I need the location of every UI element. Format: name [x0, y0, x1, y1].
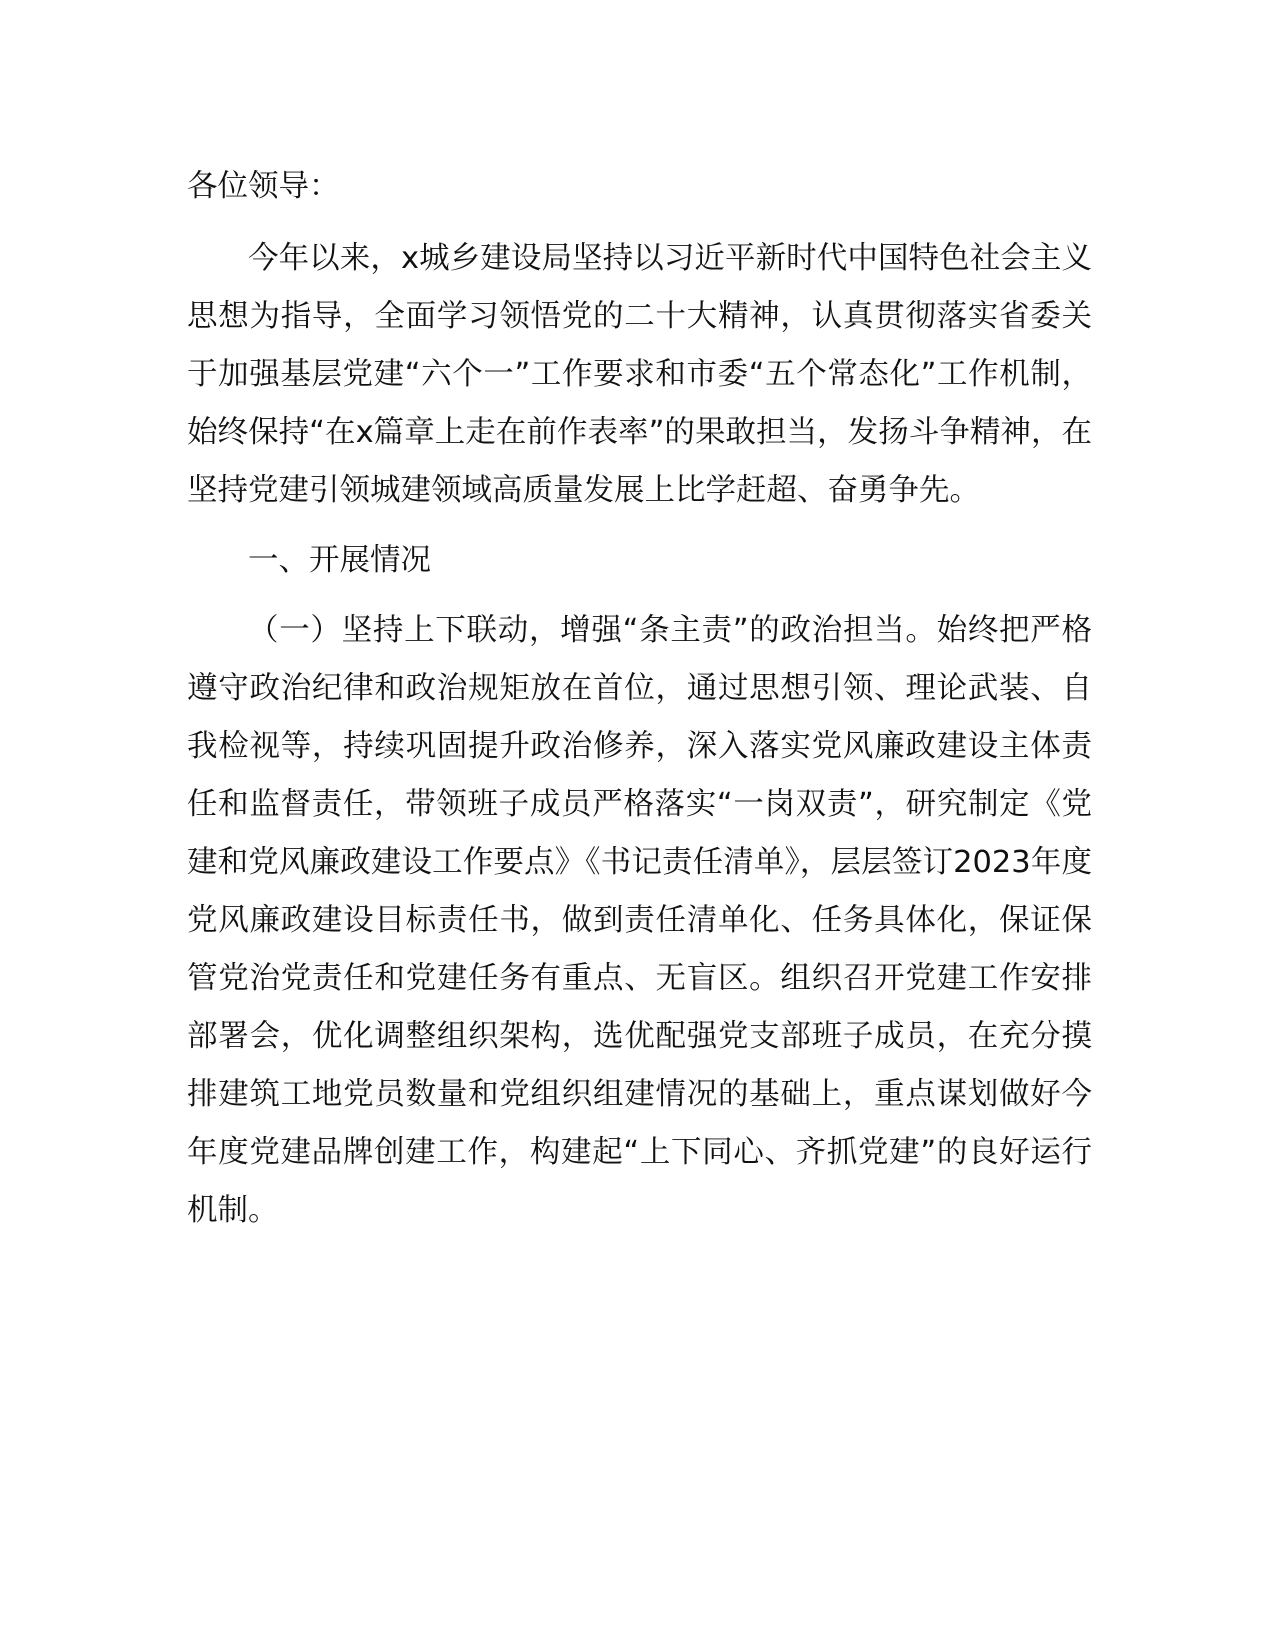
document-body: [187, 158, 1092, 1240]
section-paragraph: （一）坚持上下联动，增强“条主责”的政治担当。始终把严格遵守政治纪律和政治规矩放在首位，通过思想引领、理论武装、自我检视等，持续巩固提升政治修养，深入落实党风廉政建设主体责任和监督责任，带领班子成员严格落实“一岗双责”，研究制定《党建和党风廉政建设工作要点》《书记责任清单》，层层签订2023年度党风廉政建设目标责任书，做到责任清单化、任务具体化，保证保管党治党责任和党建任务有重点、无盲区。组织召开党建工作安排部署会，优化调整组织架构，选优配强党支部班子成员，在充分摸排建筑工地党员数量和党组织组建情况的基础上，重点谋划做好今年度党建品牌创建工作，构建起“上下同心、齐抓党建”的良好运行机制。: [187, 613, 1092, 1228]
section-heading: 一、开展情况: [248, 543, 431, 578]
intro-paragraph: 今年以来，x城乡建设局坚持以习近平新时代中国特色社会主义思想为指导，全面学习领悟党的二十大精神，认真贯彻落实省委关于加强基层党建“六个一”工作要求和市委“五个常态化”工作机制，始终保持“在x篇章上走在前作表率”的果敢担当，发扬斗争精神，在坚持党建引领城建领域高质量发展上比学赶超、奋勇争先。: [187, 241, 1092, 508]
greeting: 各位领导：: [187, 169, 340, 204]
